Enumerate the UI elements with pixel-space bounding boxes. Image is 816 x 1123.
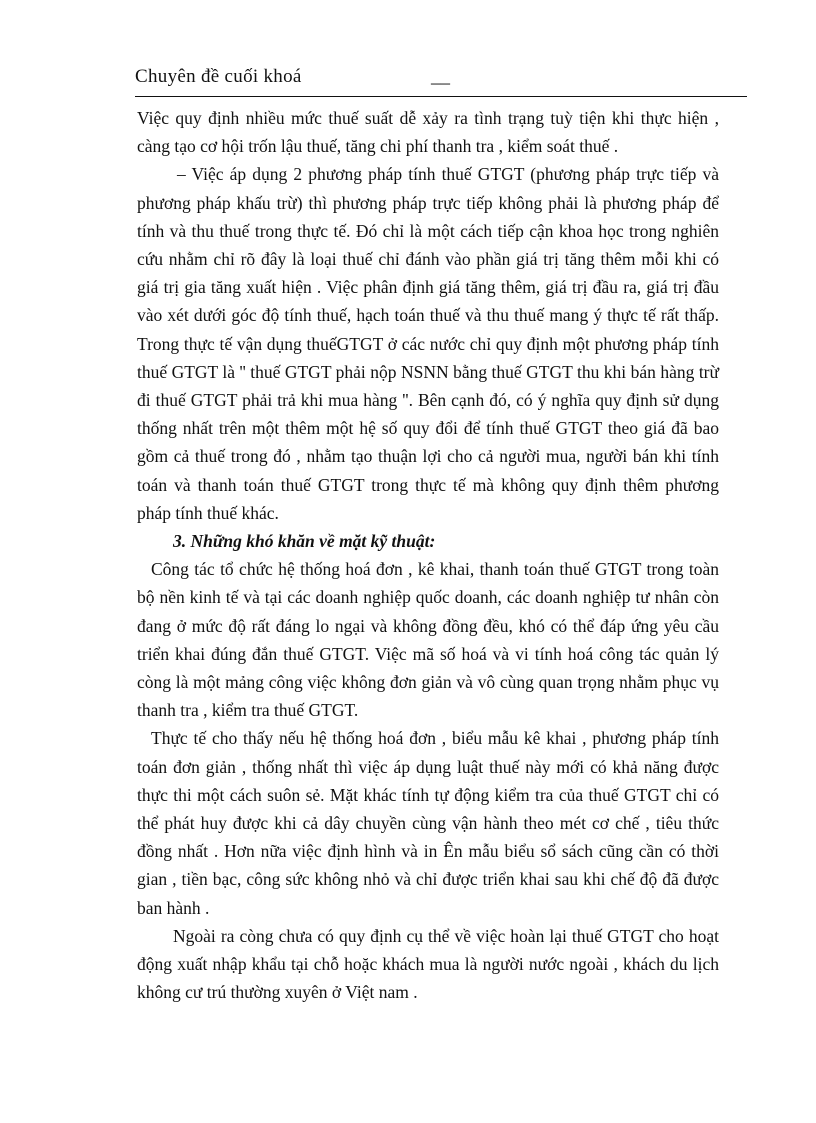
header-underline-mark: __ bbox=[431, 66, 450, 87]
document-body bbox=[137, 104, 719, 1007]
paragraph-1: Việc quy định nhiều mức thuế suất dễ xảy ra tình trạng tuỳ tiện khi thực hiện , càng tạo cơ hội trốn lậu thuế, tăng chi phí thanh tra , kiểm soát thuế . bbox=[137, 108, 719, 157]
paragraph-3: Công tác tổ chức hệ thống hoá đơn , kê khai, thanh toán thuế GTGT trong toàn bộ nền kinh tế và tại các doanh nghiệp quốc doanh, các doanh nghiệp tư nhân còn đang ở mức độ rất đáng lo ngại và không đồng đều, khó có thể đáp ứng yêu cầu triển khai đúng đắn thuế GTGT. Việc mã số hoá và vi tính hoá công tác quản lý còng là một mảng công việc không đơn giản và vô cùng quan trọng nhằm phục vụ thanh tra , kiểm tra thuế GTGT. bbox=[137, 559, 719, 721]
header-rule bbox=[135, 96, 747, 97]
page-header bbox=[135, 66, 747, 96]
header-title: Chuyên đề cuối khoá bbox=[135, 66, 302, 87]
paragraph-4: Thực tế cho thấy nếu hệ thống hoá đơn , biểu mẫu kê khai , phương pháp tính toán đơn giản , thống nhất thì việc áp dụng luật thuế này mới có khả năng được thực thi một cách suôn sẻ. Mặt khác tính tự động kiểm tra của thuế GTGT chỉ có thể phát huy được khi cả dây chuyền cùng vận hành theo mét cơ chế , tiêu thức đồng nhất . Hơn nữa việc định hình và in Ên mẫu biểu sổ sách cũng cần có thời gian , tiền bạc, công sức không nhỏ và chỉ được triển khai sau khi chế độ đã được ban hành . bbox=[137, 728, 719, 918]
section-heading: 3. Những khó khăn về mặt kỹ thuật: bbox=[173, 531, 436, 552]
paragraph-5: Ngoài ra còng chưa có quy định cụ thể về việc hoàn lại thuế GTGT cho hoạt động xuất nhập khẩu tại chỗ hoặc khách mua là người nước ngoài , khách du lịch không cư trú thường xuyên ở Việt nam . bbox=[137, 925, 719, 1003]
paragraph-2: – Việc áp dụng 2 phương pháp tính thuế GTGT (phương pháp trực tiếp và phương pháp khấu trừ) thì phương pháp trực tiếp không phải là phương pháp để tính và thu thuế trong thực tế. Đó chỉ là một cách tiếp cận khoa học trong nghiên cứu nhằm chỉ rõ đây là loại thuế chỉ đánh vào phần giá trị tăng thêm mỗi khi có giá trị gia tăng xuất hiện . Việc phân định giá tăng thêm, giá trị đầu ra, giá trị đầu vào xét dưới góc độ tính thuế, hạch toán thuế và thu thuế mang ý thực tế rất thấp. Trong thực tế vận dụng thuếGTGT ở các nước chỉ quy định một phương pháp tính thuế GTGT là '' thuế GTGT phải nộp NSNN bằng thuế GTGT thu khi bán hàng trừ đi thuế GTGT phải trả khi mua hàng ''. Bên cạnh đó, có ý nghĩa quy định sử dụng thống nhất trên một thêm một hệ số quy đổi để tính thuế GTGT theo giá đã bao gồm cả thuế trong đó , nhằm tạo thuận lợi cho cả người mua, người bán khi tính toán và thanh toán thuế GTGT trong thực tế mà không quy định thêm phương pháp tính thuế khác. bbox=[137, 164, 719, 523]
